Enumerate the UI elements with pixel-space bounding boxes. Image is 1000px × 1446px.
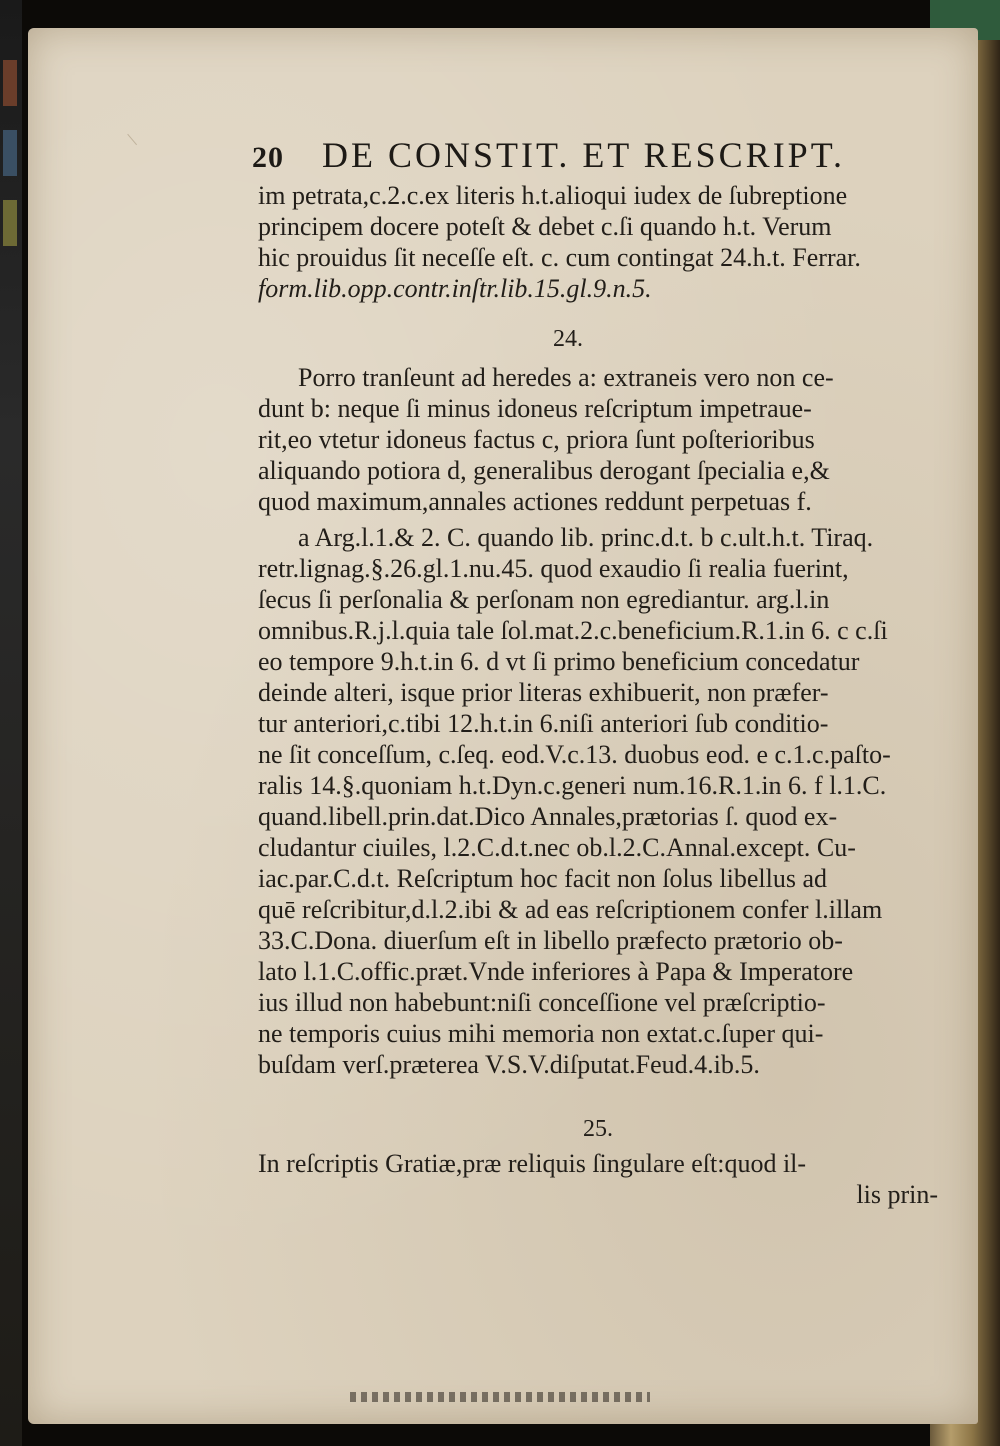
note-line: quand.libell.prin.dat.Dico Annales,prætorias ſ. quod ex-: [258, 802, 838, 831]
note-line: ne temporis cuius mihi memoria non extat.c.ſuper qui-: [258, 1019, 824, 1048]
note-line: eo tempore 9.h.t.in 6. d vt ſi primo beneficium concedatur: [258, 647, 860, 676]
pencil-mark: [127, 125, 147, 145]
text-line: quod maximum,annales actiones reddunt perpetuas f.: [258, 487, 812, 516]
edge-ink-marks: [350, 1392, 650, 1402]
note-line: tur anteriori,c.tibi 12.h.t.in 6.niſi anteriori ſub conditio-: [258, 709, 829, 738]
text-line: rit,eo vtetur idoneus factus c, priora ſunt poſterioribus: [258, 425, 815, 454]
text-line: In reſcriptis Gratiæ,præ reliquis ſingulare eſt:quod il-: [258, 1149, 807, 1178]
text-line: principem docere poteſt & debet c.ſi quando h.t. Verum: [258, 212, 832, 241]
note-line: lato l.1.C.offic.præt.Vnde inferiores à Papa & Imperatore: [258, 957, 854, 986]
note-line: quē reſcribitur,d.l.2.ibi & ad eas reſcriptionem confer l.illam: [258, 895, 883, 924]
note-line: buſdam verſ.præterea V.S.V.diſputat.Feud.4.ib.5.: [258, 1050, 760, 1079]
color-calibration-chip: [3, 200, 17, 246]
note-line: ne ſit conceſſum, c.ſeq. eod.V.c.13. duobus eod. e c.1.c.paſto-: [258, 740, 891, 769]
section-number-25: 25.: [583, 1116, 613, 1142]
text-line: dunt b: neque ſi minus idoneus reſcriptum impetraue-: [258, 394, 812, 423]
note-line: 33.C.Dona. diuerſum eſt in libello præfecto prætorio ob-: [258, 926, 843, 955]
text-line: hic prouidus ſit neceſſe eſt. c. cum contingat 24.h.t. Ferrar.: [258, 243, 861, 272]
page-header: [252, 134, 872, 176]
text-line: form.lib.opp.contr.inſtr.lib.15.gl.9.n.5.: [258, 274, 652, 303]
text-block-3: [258, 1148, 938, 1210]
text-block-2: [258, 362, 938, 517]
text-block-1: [258, 180, 938, 304]
note-line: retr.lignag.§.26.gl.1.nu.45. quod exaudio ſi realia fuerint,: [258, 554, 849, 583]
running-head: DE CONSTIT. ET RESCRIPT.: [322, 135, 846, 175]
note-line: a Arg.l.1.& 2. C. quando lib. princ.d.t. b c.ult.h.t. Tiraq.: [298, 523, 874, 552]
note-line: ralis 14.§.quoniam h.t.Dyn.c.generi num.16.R.1.in 6. f l.1.C.: [258, 771, 887, 800]
note-line: ius illud non habebunt:niſi conceſſione vel præſcriptio-: [258, 988, 826, 1017]
note-line: deinde alteri, isque prior literas exhibuerit, non præfer-: [258, 678, 829, 707]
note-line: omnibus.R.j.l.quia tale ſol.mat.2.c.beneficium.R.1.in 6. c c.ſi: [258, 616, 888, 645]
color-calibration-chip: [3, 130, 17, 176]
note-line: ſecus ſi perſonalia & perſonam non egrediantur. arg.l.in: [258, 585, 830, 614]
color-calibration-chip: [3, 60, 17, 106]
footnotes-block: [258, 522, 938, 1080]
note-line: iac.par.C.d.t. Reſcriptum hoc facit non ſolus libellus ad: [258, 864, 827, 893]
page-number: 20: [252, 141, 284, 174]
scanner-margin: [0, 0, 22, 1446]
text-line: im petrata,c.2.c.ex literis h.t.alioqui iudex de ſubreptione: [258, 181, 848, 210]
text-line: aliquando potiora d, generalibus derogant ſpecialia e,&: [258, 456, 830, 485]
catchword-line: lis prin-: [856, 1180, 938, 1209]
note-line: cludantur ciuiles, l.2.C.d.t.nec ob.l.2.C.Annal.except. Cu-: [258, 833, 856, 862]
section-number-24: 24.: [553, 326, 583, 352]
text-line: Porro tranſeunt ad heredes a: extraneis vero non ce-: [298, 363, 834, 392]
